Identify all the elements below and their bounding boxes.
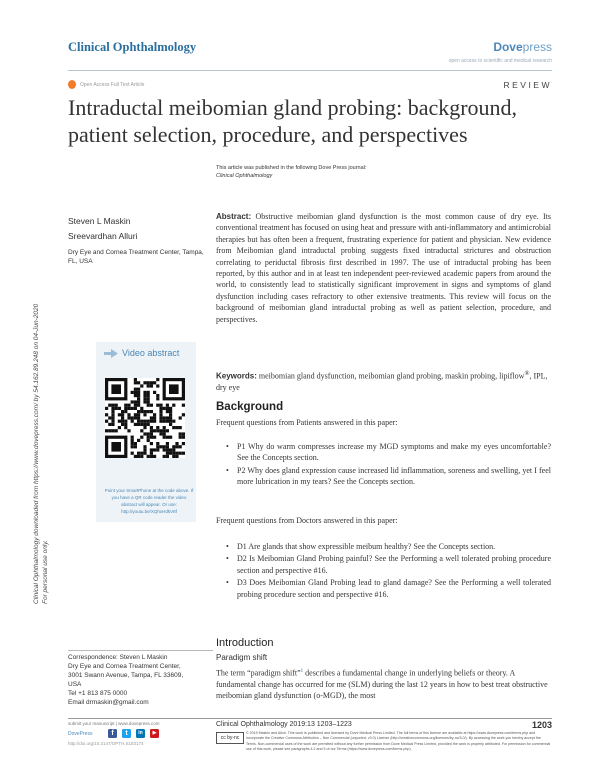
qr-caption: Point your SmartPhone at the code above. If you have a QR code reader the video abstract will appear. Or use: http://youtu.be/XQhxHdkV8f	[104, 488, 194, 514]
citation-ref[interactable]: 1	[300, 669, 304, 674]
download-notice-line: Clinical Ophthalmology downloaded from https://www.dovepress.com/ by 54.162.89.248 on 04-Jun-2020	[33, 303, 40, 604]
journal-citation: Clinical Ophthalmology 2019:13 1203–1223	[216, 721, 352, 728]
publication-note-journal: Clinical Ophthalmology	[216, 173, 273, 179]
abstract	[216, 211, 551, 325]
affiliation: Dry Eye and Cornea Treatment Center, Tampa, FL, USA	[68, 249, 204, 265]
intro-text-rest: describes a fundamental change in underlying beliefs or theory. A fundamental change has occurred for me (SLM) during the last 12 years in how to best treat obstructive meibomian gland dysfunction (o-MGD), the most	[216, 668, 548, 701]
doi-link[interactable]: http://doi.org/10.2147/OPTH.S183174	[68, 741, 144, 746]
doctor-questions	[226, 541, 551, 601]
keywords-tail: , IPL, dry eye	[216, 371, 548, 393]
keywords	[216, 368, 551, 393]
social-links	[108, 729, 159, 738]
correspondence	[68, 653, 213, 707]
publisher-dove: Dove	[493, 40, 523, 54]
patient-questions	[226, 441, 551, 489]
intro-text-start: The term “paradigm shift”	[216, 668, 301, 678]
open-access-icon	[68, 80, 76, 89]
correspondence-line: Correspondence: Steven L Maskin	[68, 654, 168, 661]
list-item: • P2 Why does gland expression cause increased lid inflammation, soreness and swelling, yet I feel more lubrication in my tears? See the Concepts section.	[226, 465, 551, 488]
dovepress-logo[interactable]: DovePress	[68, 731, 93, 737]
correspondence-email[interactable]: Email drmaskin@gmail.com	[68, 699, 149, 706]
linkedin-icon[interactable]: in	[136, 729, 145, 738]
header-rule	[68, 70, 552, 71]
article-title: Intraductal meibomian gland probing: background, patient selection, procedure, and perspectives	[68, 95, 518, 147]
patients-intro: Frequent questions from Patients answered in this paper:	[216, 418, 398, 427]
keywords-label: Keywords:	[216, 371, 257, 381]
facebook-icon[interactable]: f	[108, 729, 117, 738]
open-access-text: Open Access Full Text Article	[80, 81, 145, 88]
correspondence-line: 3001 Swann Avenue, Tampa, FL 33609,	[68, 672, 184, 679]
video-abstract-link[interactable]	[104, 348, 179, 358]
youtube-icon[interactable]: ▶	[150, 729, 159, 738]
correspondence-line: Dry Eye and Cornea Treatment Center,	[68, 663, 181, 670]
video-abstract-label: Video abstract	[122, 348, 180, 358]
list-item: • P1 Why do warm compresses increase my MGD symptoms and make my eyes uncomfortable? See the Concepts section.	[226, 441, 551, 464]
footer-rule	[68, 718, 552, 719]
personal-use-note: For personal use only.	[42, 540, 49, 604]
subheading-paradigm-shift: Paradigm shift	[216, 653, 268, 662]
article-type: REVIEW	[503, 80, 552, 90]
publication-note	[216, 164, 366, 180]
creative-commons-badge[interactable]: cc by-nc	[216, 732, 244, 744]
correspondence-line: Tel +1 813 875 0000	[68, 690, 128, 697]
publication-note-line: This article was published in the following Dove Press journal:	[216, 165, 367, 171]
twitter-icon[interactable]: t	[122, 729, 131, 738]
publisher-tagline: open access to scientific and medical research	[448, 58, 552, 64]
abstract-label: Abstract:	[216, 212, 252, 221]
list-item: • D3 Does Meibomian Gland Probing lead to gland damage? See the Performing a well tolerated probing procedure section and perspective #16.	[226, 577, 551, 600]
submit-manuscript-link[interactable]: submit your manuscript | www.dovepress.com	[68, 721, 160, 726]
open-access-label	[68, 80, 144, 89]
author-list	[68, 214, 137, 244]
correspondence-rule	[68, 650, 213, 651]
abstract-text: Obstructive meibomian gland dysfunction is the most common cause of dry eye. Its conventional treatment has focused on using heat and pressure with anti-inflammatory and antimicrobial therapies but has often been a frequent, frustrating experience for patient and physician. New evidence from Meibomian gland intraductal probing suggests fixed intraductal strictures and obstruction correlating to periductal fibrosis first described in 1997. The use of intraductal probing has been reported, by this author and in at least ten independent peer-reviewed academic papers from around the world, to consistently lead to statistically significant improvement in signs and symptoms of gland dysfunction including cases refractory to other extensive treatments. This review will focus on the background of meibomian gland intraductal probing as well as patient selection, procedure, and perspectives.	[216, 212, 551, 324]
publisher-press: press	[522, 40, 552, 54]
keywords-text: meibomian gland dysfunction, meibomian gland probing, maskin probing, lipiflow	[258, 371, 525, 381]
author-name: Steven L Maskin	[68, 216, 131, 226]
play-arrow-icon	[104, 349, 118, 358]
publisher-logo	[493, 40, 552, 54]
license-text: © 2019 Maskin and Alluri. This work is published and licensed by Dove Medical Press Limited. The full terms of this license are available at https://www.dovepress.com/terms.php and incorporate the Creative Commons Attribution – Non Commercial (unported, v3.0) License (http://creativecommons.org/licenses/by-nc/3.0/). By accessing the work you hereby accept the Terms. Non-commercial uses of the work are permitted without any further permission from Dove Medical Press Limited, provided the work is properly attributed. For permission for commercial use of this work, please see paragraphs 4.2 and 5 of our Terms (https://www.dovepress.com/terms.php).	[246, 731, 551, 751]
doctors-intro: Frequent questions from Doctors answered in this paper:	[216, 516, 398, 525]
introduction-text	[216, 666, 551, 702]
list-item: • D1 Are glands that show expressible meibum healthy? See the Concepts section.	[226, 541, 551, 552]
section-heading-background: Background	[216, 401, 284, 413]
download-notice	[22, 154, 50, 614]
journal-name: Clinical Ophthalmology	[68, 40, 197, 54]
section-heading-introduction: Introduction	[216, 637, 274, 649]
registered-mark: ®	[524, 370, 530, 377]
page-number: 1203	[531, 720, 552, 730]
list-item: • D2 Is Meibomian Gland Probing painful? See the Performing a well tolerated probing procedure section and perspective #16.	[226, 553, 551, 576]
qr-code[interactable]	[105, 378, 185, 458]
author-name: Sreevardhan Alluri	[68, 231, 138, 241]
correspondence-line: USA	[68, 681, 82, 688]
